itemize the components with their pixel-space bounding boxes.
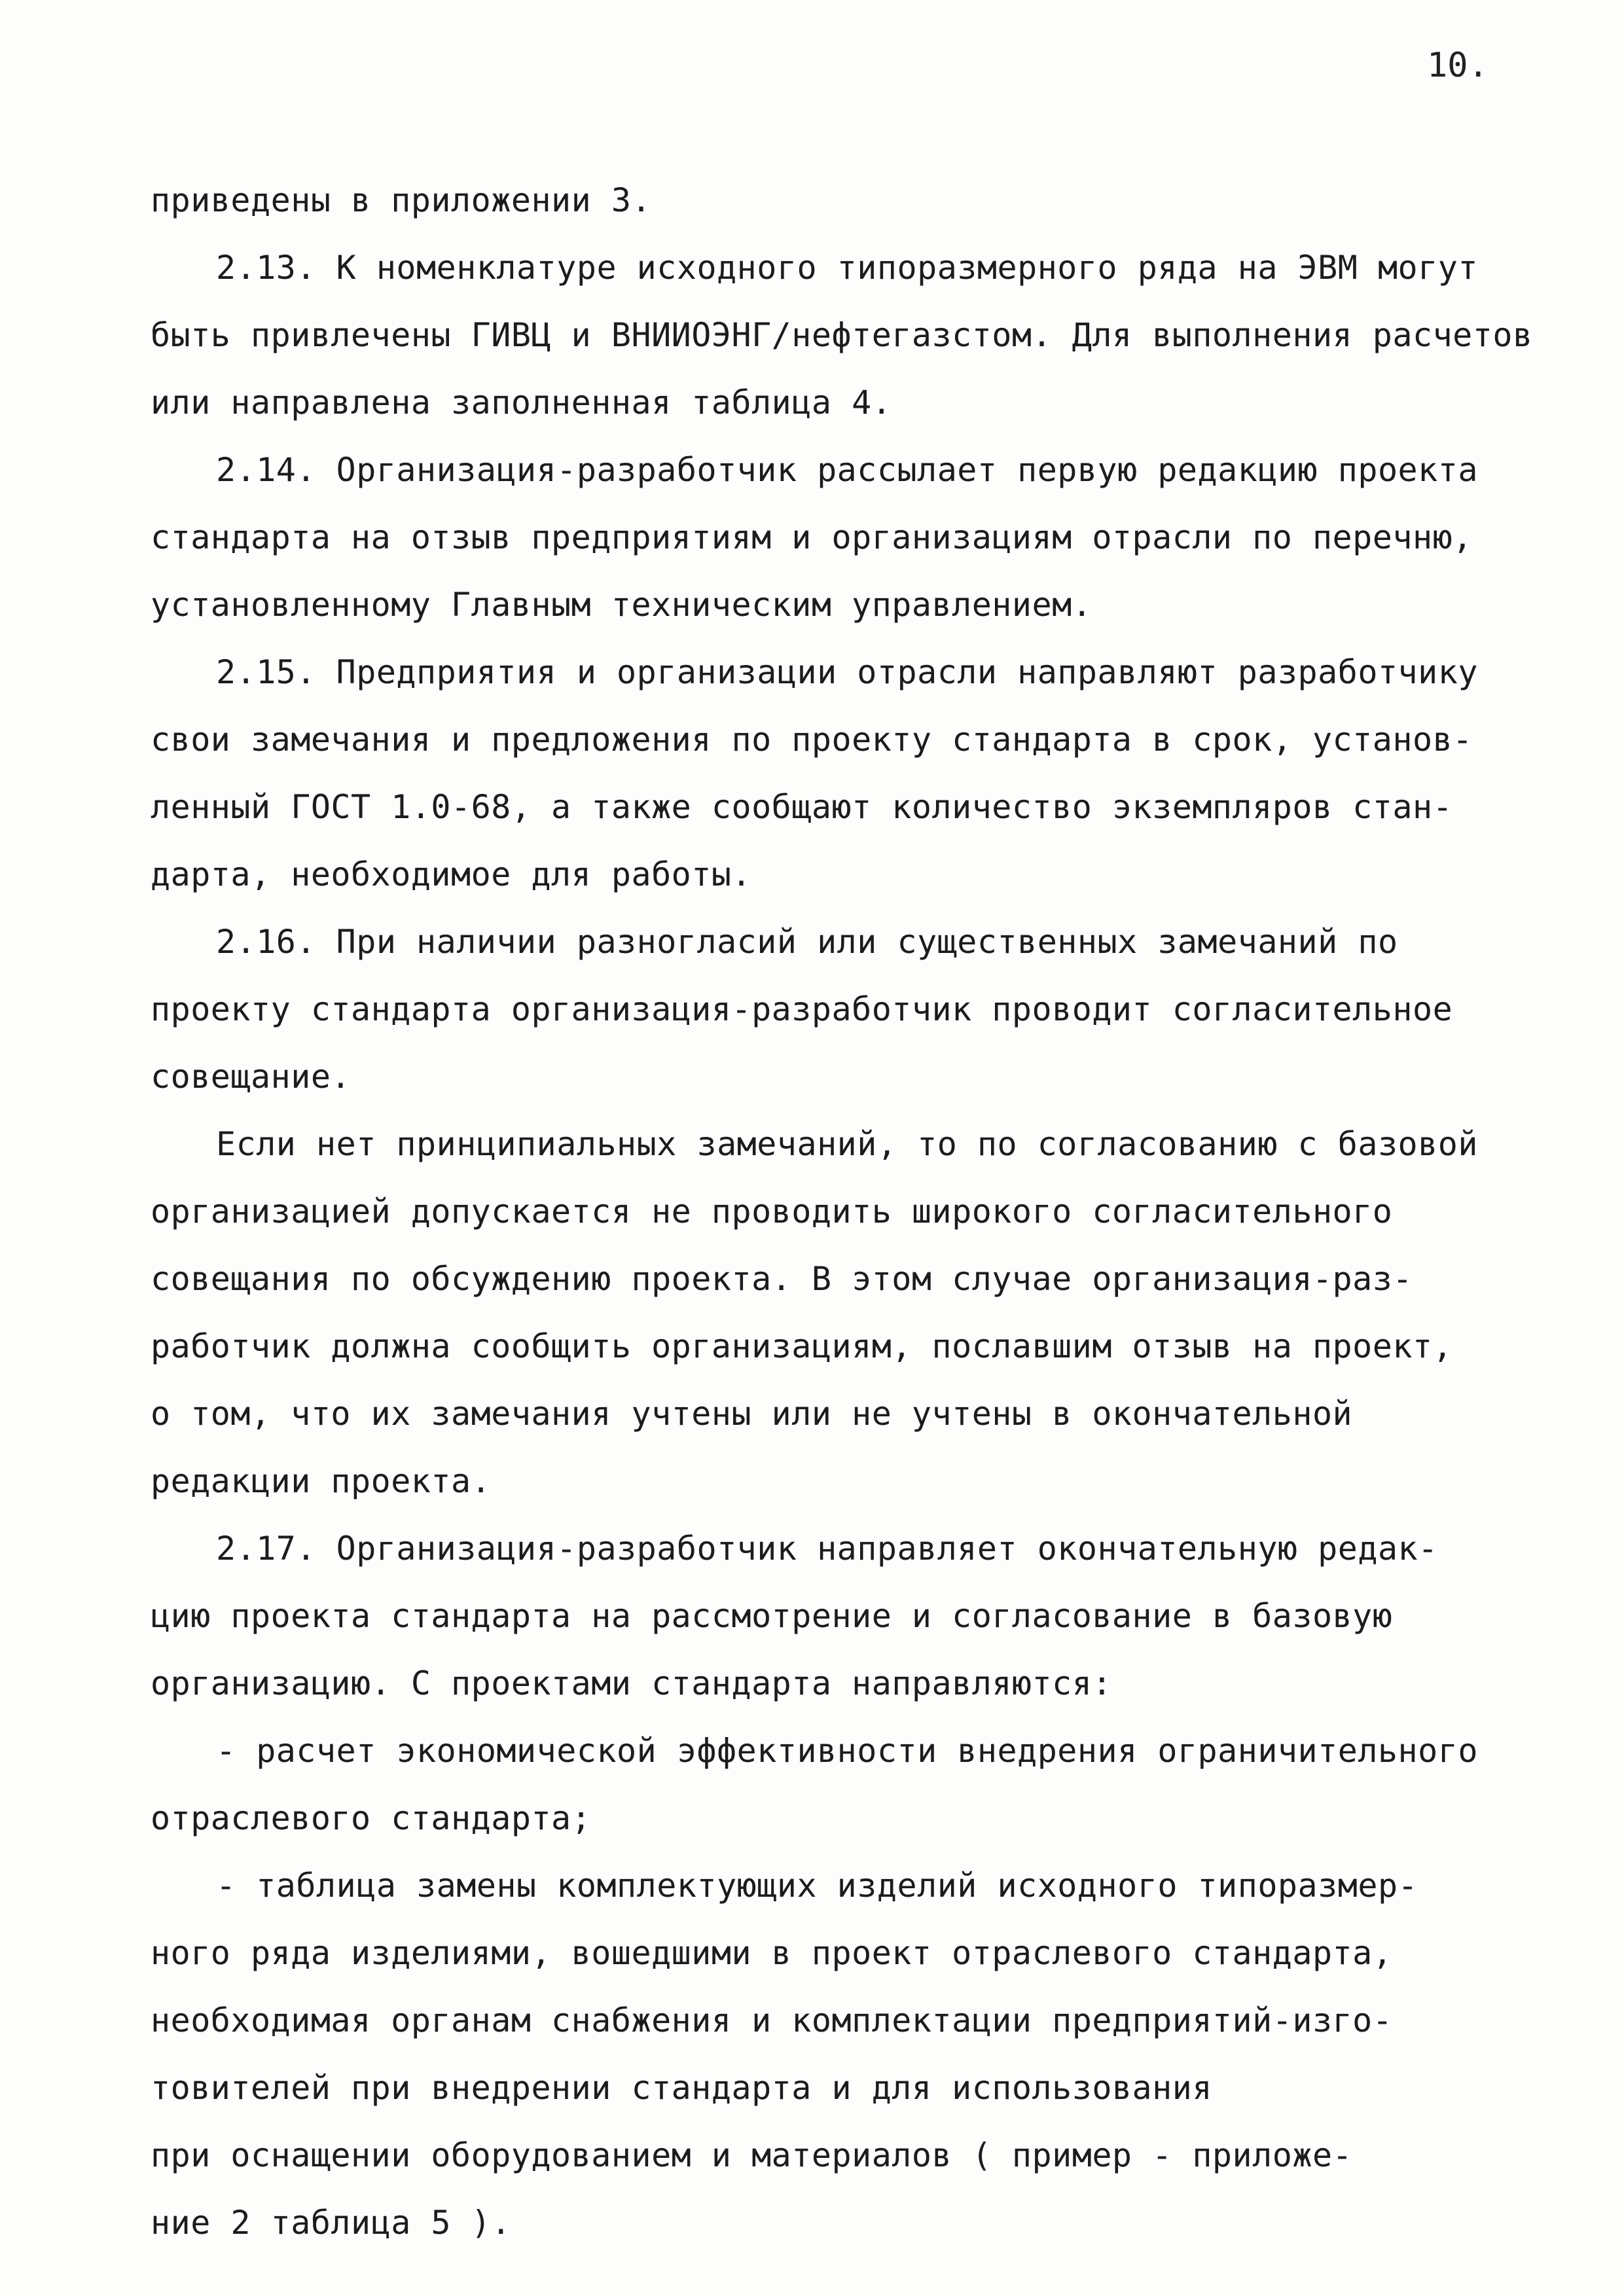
text-line: - таблица замены комплектующих изделий исходного типоразмер- [216, 1867, 1418, 1905]
text-line: ленный ГОСТ 1.0-68, а также сообщают количество экземпляров стан- [151, 788, 1453, 826]
text-line: 2.15. Предприятия и организации отрасли направляют разработчику [216, 653, 1478, 691]
text-line: редакции проекта. [151, 1462, 492, 1500]
text-line: отраслевого стандарта; [151, 1799, 592, 1837]
text-line: совещание. [151, 1058, 352, 1096]
text-line: Если нет принципиальных замечаний, то по согласованию с базовой [216, 1125, 1478, 1163]
text-line: совещания по обсуждению проекта. В этом случае организация-раз- [151, 1260, 1413, 1298]
text-line: необходимая органам снабжения и комплектации предприятий-изго- [151, 2001, 1393, 2039]
text-line: ного ряда изделиями, вошедшими в проект отраслевого стандарта, [151, 1934, 1393, 1972]
page-number: 10. [1427, 46, 1489, 85]
text-line: 2.17. Организация-разработчик направляет окончательную редак- [216, 1530, 1438, 1568]
text-line: - расчет экономической эффективности внедрения ограничительного [216, 1732, 1478, 1770]
text-line: организацию. С проектами стандарта направляются: [151, 1664, 1112, 1702]
text-line: свои замечания и предложения по проекту стандарта в срок, установ- [151, 721, 1473, 759]
text-line: или направлена заполненная таблица 4. [151, 384, 892, 422]
text-line: 2.16. При наличии разногласий или существенных замечаний по [216, 923, 1398, 961]
text-line: проекту стандарта организация-разработчик проводит согласительное [151, 990, 1453, 1028]
text-line: установленному Главным техническим управлением. [151, 586, 1092, 624]
text-line: 2.13. К номенклатуре исходного типоразмерного ряда на ЭВМ могут [216, 249, 1478, 287]
text-line: 2.14. Организация-разработчик рассылает первую редакцию проекта [216, 451, 1478, 489]
text-line: приведены в приложении 3. [151, 181, 652, 219]
text-line: организацией допускается не проводить широкого согласительного [151, 1193, 1393, 1230]
text-line: товителей при внедрении стандарта и для использования [151, 2069, 1212, 2107]
text-line: при оснащении оборудованием и материалов ( пример - приложе- [151, 2136, 1353, 2174]
text-line: о том, что их замечания учтены или не учтены в окончательной [151, 1395, 1353, 1433]
text-line: ние 2 таблица 5 ). [151, 2204, 511, 2242]
text-line: быть привлечены ГИВЦ и ВНИИОЭНГ/нефтегазстом. Для выполнения расчетов [151, 316, 1533, 354]
text-line: цию проекта стандарта на рассмотрение и согласование в базовую [151, 1597, 1393, 1635]
text-line: дарта, необходимое для работы. [151, 855, 752, 893]
text-line: работчик должна сообщить организациям, пославшим отзыв на проект, [151, 1327, 1453, 1365]
text-line: стандарта на отзыв предприятиям и организациям отрасли по перечню, [151, 518, 1473, 556]
document-body [151, 167, 1558, 2257]
